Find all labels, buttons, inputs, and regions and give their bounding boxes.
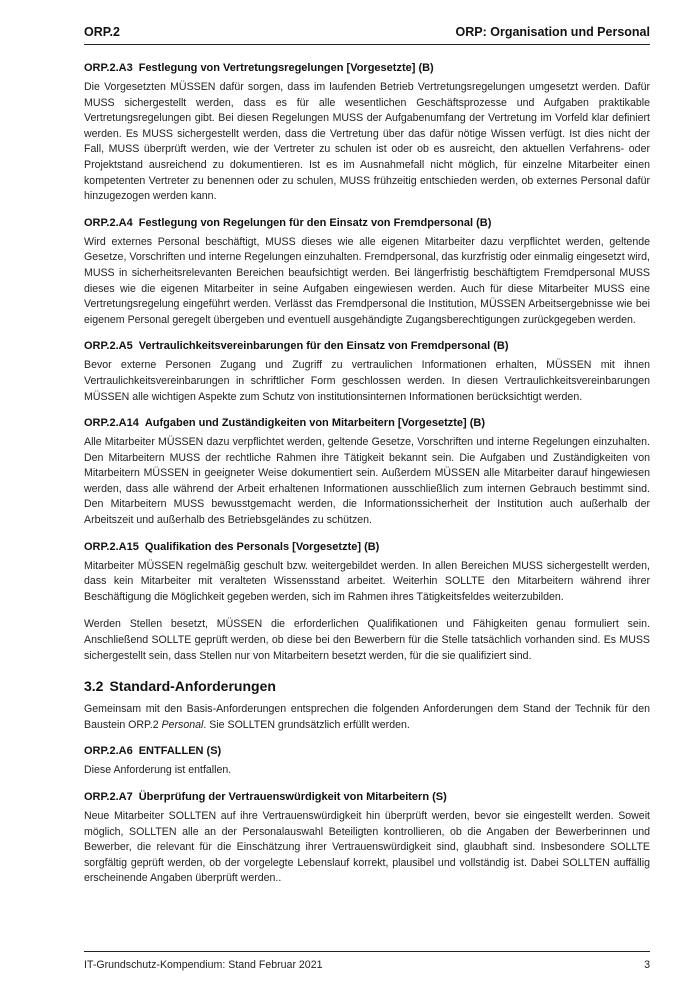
- requirement-text: Die Vorgesetzten MÜSSEN dafür sorgen, dass im laufenden Betrieb Vertretungsregelungen umgesetzt werden. Dafür MUSS sichergestellt werden, dass es für alle wesentlichen Geschäftsprozesse und Aufgaben praktikable Vertretungsregelungen gibt. Bei diesen Regelungen MUSS der Aufgabenumfang der Vertretung im Vorfeld klar definiert werden. Es MUSS sichergestellt werden, dass die Vertretung über das dafür nötige Wissen verfügt. Ist dies nicht der Fall, MUSS überprüft werden, wie der Vertreter zu schulen ist oder ob es ausreicht, den aktuellen Verfahrens- oder Projektstand ausreichend zu dokumentieren. Ist es im Ausnahmefall nicht möglich, für einzelne Mitarbeiter einen kompetenten Vertreter zu benennen oder zu schulen, MUSS frühzeitig entschieden werden, ob externes Personal dafür hinzugezogen werden kann.: [84, 81, 650, 203]
- chapter-standard-requirements: [84, 678, 650, 733]
- chapter-intro: [84, 702, 650, 733]
- requirement-id: ORP.2.A4: [84, 216, 133, 229]
- requirement-a15: [84, 541, 650, 665]
- requirement-heading: [84, 217, 650, 229]
- requirement-heading: [84, 62, 650, 74]
- requirement-title: Aufgaben und Zuständigkeiten von Mitarbeitern [Vorgesetzte] (B): [144, 417, 486, 430]
- requirement-heading: [84, 541, 650, 553]
- requirement-a3: [84, 62, 650, 205]
- chapter-intro-italic: Personal: [161, 718, 204, 731]
- requirement-text: Alle Mitarbeiter MÜSSEN dazu verpflichtet werden, geltende Gesetze, Vorschriften und interne Regelungen einzuhalten. Den Mitarbeitern MUSS der rechtliche Rahmen ihre Tätigkeit bekannt sein. Die Aufgaben und Zuständigkeiten von Mitarbeitern MÜSSEN in geeigneter Weise dokumentiert sein. Außerdem MÜSSEN alle Mitarbeiter darauf hingewiesen werden, dass alle während der Arbeit erhaltenen Informationen ausschließlich zum internen Gebrauch bestimmt sind. Den Mitarbeitern MUSS bewusstgemacht werden, die Informationssicherheit der Institution auch außerhalb der Arbeitszeit und außerhalb des Betriebsgeländes zu schützen.: [84, 436, 650, 527]
- requirement-text: Neue Mitarbeiter SOLLTEN auf ihre Vertrauenswürdigkeit hin überprüft werden, bevor sie eingestellt werden. Soweit möglich, SOLLTEN alle an der Personalauswahl Beteiligten kontrollieren, ob die Angaben der Bewerberinnen und Bewerber, die relevant für die Einschätzung ihrer Vertrauenswürdigkeit sind, glaubhaft sind. Insbesondere SOLLTE sorgfältig geprüft werden, ob der vorgelegte Lebenslauf korrekt, plausibel und vollständig ist. Dabei SOLLTEN auffällig erscheinende Angaben überprüft werden..: [84, 810, 650, 885]
- requirement-title: ENTFALLEN (S): [138, 745, 222, 758]
- requirement-title: Überprüfung der Vertrauenswürdigkeit von Mitarbeitern (S): [138, 791, 447, 803]
- requirement-id: ORP.2.A7: [84, 791, 133, 803]
- page-footer: [84, 957, 650, 973]
- requirement-heading: [84, 340, 650, 352]
- requirement-a4: [84, 217, 650, 329]
- requirement-heading: [84, 791, 650, 803]
- chapter-number: 3.2: [84, 678, 104, 695]
- requirement-id: ORP.2.A15: [84, 540, 139, 553]
- requirement-text: Wird externes Personal beschäftigt, MUSS dieses wie alle eigenen Mitarbeiter dazu verpflichtet werden, geltende Gesetze, Vorschriften und interne Regelungen einzuhalten. Fremdpersonal, das kurzfristig oder einmalig eingesetzt wird, MUSS in sicherheitsrelevanten Bereichen beaufsichtigt werden. Bei längerfristig beschäftigtem Fremdpersonal MUSS dieses wie die eigenen Mitarbeiter in seine Aufgaben eingewiesen werden. Auch für diese Mitarbeiter MUSS eine Vertretungsregelung eingeführt werden. Verlässt das Fremdpersonal die Institution, MÜSSEN Arbeitsergebnisse wie bei eigenem Personal geregelt übergeben und eventuell ausgehändigte Zugangsberechtigungen zurückgegeben werden.: [84, 235, 650, 326]
- chapter-heading: [84, 678, 650, 694]
- requirement-heading: [84, 745, 650, 757]
- requirement-title: Festlegung von Regelungen für den Einsatz von Fremdpersonal (B): [138, 216, 492, 229]
- header-rule: [84, 44, 650, 45]
- chapter-intro-text: Gemeinsam mit den Basis-Anforderungen entsprechen die folgenden Anforderungen dem Stand der Technik für den Baustein ORP.2: [84, 703, 650, 731]
- footer-source: IT-Grundschutz-Kompendium: Stand Februar 2021: [84, 959, 323, 971]
- requirement-text: Werden Stellen besetzt, MÜSSEN die erforderlichen Qualifikationen und Fähigkeiten genau formuliert sein. Anschließend SOLLTE geprüft werden, ob diese bei den Bewerbern für die Stelle tatsächlich vorhanden sind. Es MUSS sichergestellt sein, dass Stellen nur von Mitarbeitern besetzt werden, für die sie qualifiziert sind.: [84, 618, 650, 662]
- requirement-id: ORP.2.A6: [84, 745, 133, 758]
- requirement-id: ORP.2.A14: [84, 417, 139, 430]
- requirement-title: Vertraulichkeitsvereinbarungen für den Einsatz von Fremdpersonal (B): [138, 340, 509, 353]
- footer-rule: [84, 951, 650, 952]
- header-module-title: ORP: Organisation und Personal: [455, 25, 650, 39]
- requirement-text: Bevor externe Personen Zugang und Zugriff zu vertraulichen Informationen erhalten, MÜSSEN mit ihnen Vertraulichkeitsvereinbarungen in schriftlicher Form geschlossen werden. In diesen Vertraulichkeitsvereinbarungen MÜSSEN alle wichtigen Aspekte zum Schutz von institutionsinternen Informationen berücksichtigt werden.: [84, 359, 650, 403]
- requirement-text: Mitarbeiter MÜSSEN regelmäßig geschult bzw. weitergebildet werden. In allen Bereichen MUSS sichergestellt werden, dass kein Mitarbeiter mit veralteten Wissensstand arbeitet. Weiterhin SOLLTE den Mitarbeitern während ihrer Beschäftigung die Möglichkeit gegeben werden, sich im Rahmen ihres Tätigkeitsfeldes weiterzubilden.: [84, 559, 650, 603]
- requirement-heading: [84, 417, 650, 429]
- page-content: [84, 62, 650, 899]
- chapter-intro-text-end: . Sie SOLLTEN grundsätzlich erfüllt werden.: [203, 718, 410, 731]
- page: [84, 0, 650, 990]
- requirement-title: Festlegung von Vertretungsregelungen [Vorgesetzte] (B): [138, 62, 434, 74]
- requirement-text: Diese Anforderung ist entfallen.: [84, 764, 232, 777]
- requirement-id: ORP.2.A5: [84, 340, 133, 353]
- chapter-title: Standard-Anforderungen: [109, 678, 276, 695]
- requirement-a5: [84, 340, 650, 405]
- requirement-id: ORP.2.A3: [84, 62, 133, 74]
- header-module-id: ORP.2: [84, 25, 120, 39]
- requirement-a6: [84, 745, 650, 779]
- page-header: [84, 22, 650, 42]
- requirement-a14: [84, 417, 650, 529]
- requirement-a7: [84, 791, 650, 887]
- page-number: 3: [644, 959, 650, 971]
- requirement-title: Qualifikation des Personals [Vorgesetzte] (B): [144, 540, 380, 553]
